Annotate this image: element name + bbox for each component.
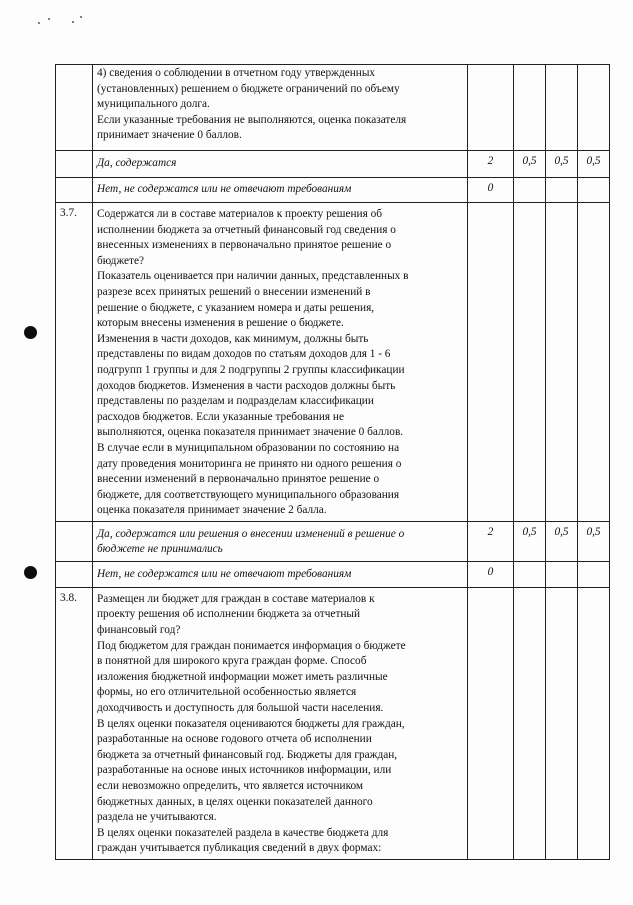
punch-hole-mark	[24, 566, 37, 579]
points-value: 2	[487, 155, 494, 167]
punch-hole-mark	[24, 326, 37, 339]
points-value: 0	[487, 565, 494, 578]
row-number	[56, 65, 93, 151]
criterion-text: 4) сведения о соблюдении в отчетном году утвержденных (установленных) решением о бюджете ограничений по объему муниципального долга. Если указанные требования не выполняются, оценка показателя принимает значение 0 баллов.	[93, 65, 468, 151]
table-row	[56, 65, 610, 151]
answer-yes: Да, содержатся или решения о внесении изменений в решение о бюджете не принимались	[93, 521, 468, 561]
scan-speck	[80, 16, 82, 18]
scan-speck	[38, 22, 40, 24]
weight-value: 0,5	[522, 155, 537, 167]
row-number: 3.8.	[56, 587, 93, 859]
points-value: 2	[487, 525, 494, 538]
row-number: 3.7.	[56, 203, 93, 522]
answer-no: Нет, не содержатся или не отвечают требованиям	[93, 561, 468, 587]
weight-value: 0,5	[554, 525, 569, 538]
criterion-text: Содержатся ли в составе материалов к проекту решения об исполнении бюджета за отчетный финансовый год сведения о внесенных изменениях в первоначально принятое решение о бюджете? Показатель оценивается при наличии данных, представленных в разрезе всех принятых решений о внесении изменений в решение о бюджете, с указанием номера и даты решения, которым внесены изменения в решение о бюджете. Изменения в части доходов, как минимум, должны быть представлены по видам доходов по статьям доходов для 1 - 6 подгрупп 1 группы и для 2 подгруппы 2 группы классификации доходов бюджетов. Изменения в части расходов должны быть представлены по разделам и подразделам классификации расходов бюджетов. Если указанные требования не выполняются, оценка показателя принимает значение 0 баллов. В случае если в муниципальном образовании по состоянию на дату проведения мониторинга не принято ни одного решения о внесении изменений в первоначально принятое решение о бюджете, для соответствующего муниципального образования оценка показателя принимает значение 2 балла.	[93, 203, 468, 522]
answer-yes: Да, содержатся	[93, 151, 468, 178]
assessment-table	[55, 64, 610, 860]
table-row	[56, 521, 610, 561]
scan-speck	[48, 18, 50, 20]
table-row	[56, 203, 610, 522]
table-row	[56, 561, 610, 587]
table-row	[56, 151, 610, 178]
weight-value: 0,5	[586, 525, 601, 538]
answer-no: Нет, не содержатся или не отвечают требованиям	[93, 178, 468, 203]
table-row	[56, 587, 610, 859]
table-row	[56, 178, 610, 203]
criterion-text: Размещен ли бюджет для граждан в составе материалов к проекту решения об исполнении бюджета за отчетный финансовый год? Под бюджетом для граждан понимается информация о бюджете в понятной для широкого круга граждан форме. Способ изложения бюджетной информации может иметь различные формы, но его отличительной особенностью является доходчивость и доступность для большой части населения. В целях оценки показателя оцениваются бюджеты для граждан, разработанные на основе годового отчета об исполнении бюджета за отчетный финансовый год. Бюджеты для граждан, разработанные на основе иных источников информации, или если невозможно определить, что является источником бюджетных данных, в целях оценки показателей данного раздела не учитываются. В целях оценки показателей раздела в качестве бюджета для граждан учитывается публикация сведений в двух формах:	[93, 587, 468, 859]
points-value: 0	[487, 182, 494, 194]
weight-value: 0,5	[522, 525, 537, 538]
scan-speck	[72, 21, 74, 23]
weight-value: 0,5	[554, 155, 569, 167]
weight-value: 0,5	[586, 155, 601, 167]
